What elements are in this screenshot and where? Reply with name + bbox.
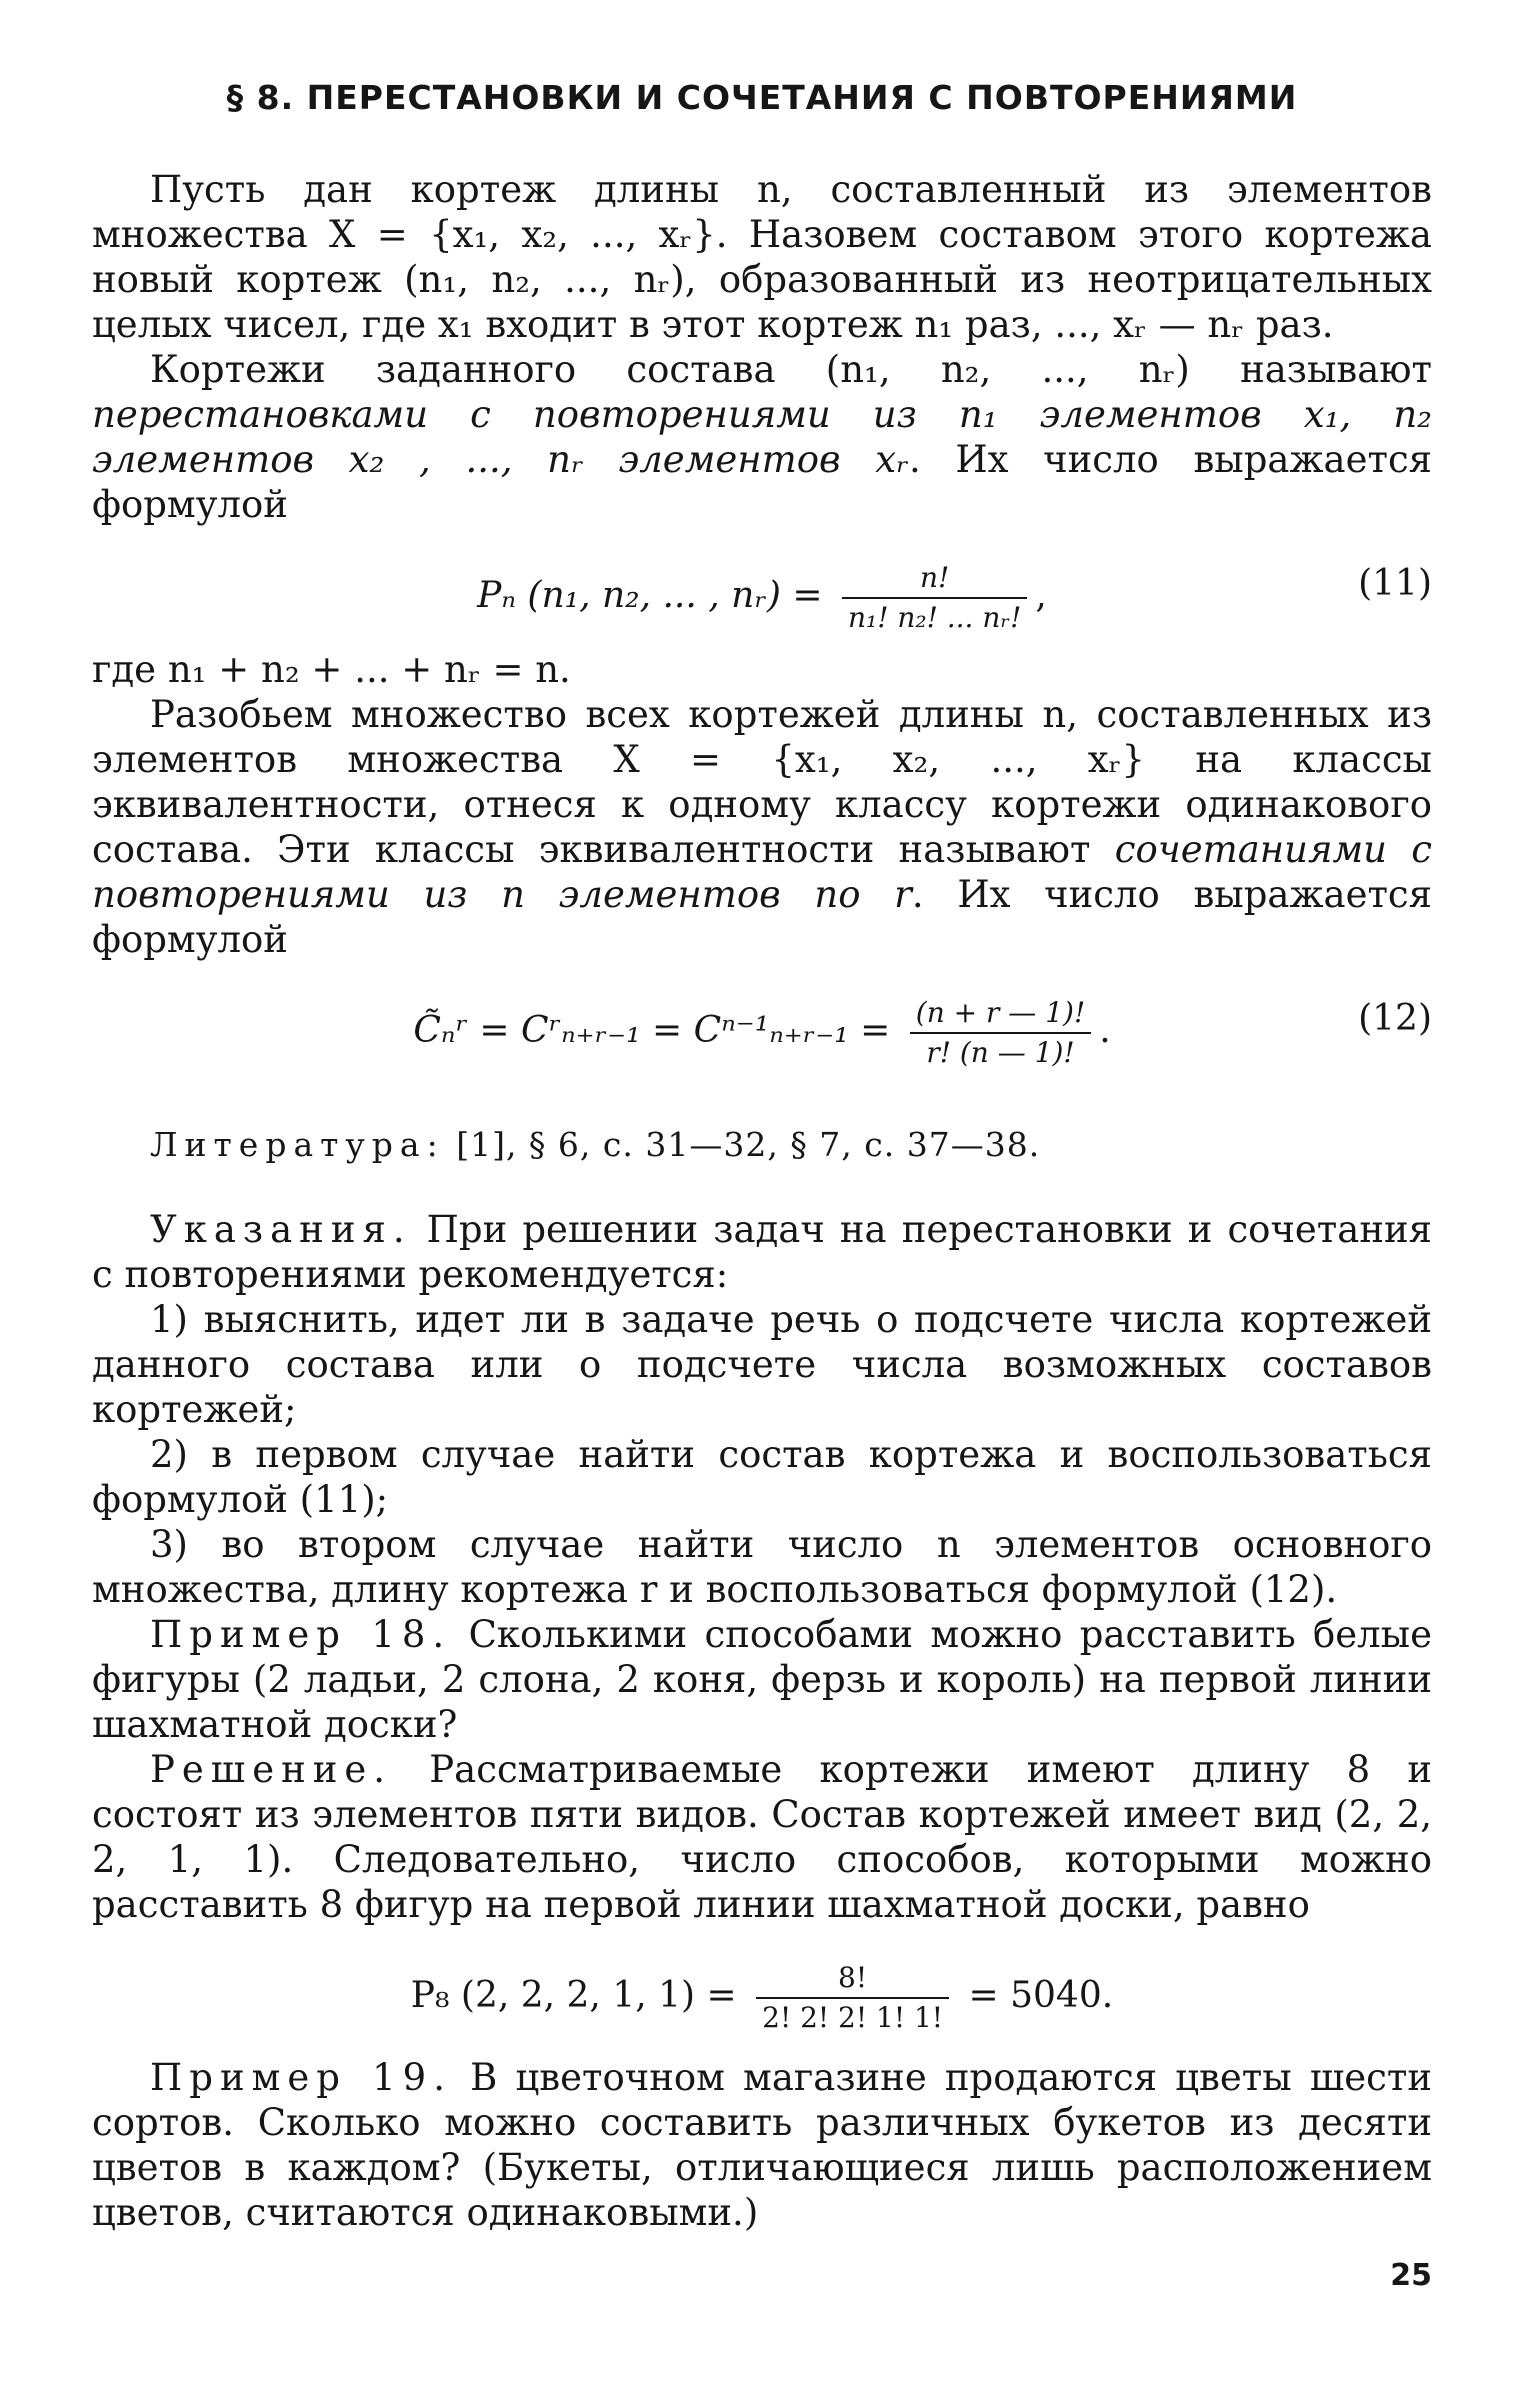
text-segment: Кортежи заданного состава (n₁, n₂, ..., nᵣ) называют	[150, 348, 1432, 391]
literature-label: Литература:	[150, 1125, 445, 1164]
italic-term: перестановками с повторениями из n₁ элементов x₁, n₂ элементов x₂ , ..., nᵣ элементов xᵣ	[92, 393, 1432, 481]
solution-label: Решение.	[150, 1748, 393, 1791]
fraction-denominator: n₁! n₂! ... nᵣ!	[847, 601, 1022, 634]
page-content	[92, 78, 1432, 2235]
formula-number: (12)	[1358, 998, 1432, 1039]
text-segment: Разобьем множество всех кортежей длины n, составленных из элементов множества X = {x₁, x₂, ..., xᵣ} на классы эквивалентности, отнеся к одному классу кортежи одинакового состава. Эти классы эквивалентности называют	[92, 693, 1432, 871]
example-text: Сколькими способами можно расставить белые фигуры (2 ладьи, 2 слона, 2 коня, ферзь и король) на первой линии шахматной доски?	[92, 1613, 1432, 1746]
paragraph-where: где n₁ + n₂ + ... + nᵣ = n.	[92, 648, 571, 691]
formula-example-expression	[92, 1959, 1432, 2037]
section-title: § 8. ПЕРЕСТАНОВКИ И СОЧЕТАНИЯ С ПОВТОРЕНИЯМИ	[226, 78, 1298, 117]
formula-lhs: C̃ₙʳ = Cʳₙ₊ᵣ₋₁ = Cⁿ⁻¹ₙ₊ᵣ₋₁ =	[413, 1010, 891, 1051]
formula-fraction	[756, 1959, 949, 2037]
formula-lhs: Pₙ (n₁, n₂, ... , nᵣ) =	[477, 575, 823, 616]
example-label: Пример 19.	[150, 2056, 452, 2099]
fraction-denominator: r! (n — 1)!	[926, 1036, 1075, 1069]
text-segment: . Их число выражается формулой	[92, 438, 1433, 526]
example-label: Пример 18.	[150, 1613, 452, 1656]
fraction-numerator: 8!	[756, 1959, 949, 1999]
formula-example-18	[92, 1941, 1432, 2041]
page-number: 25	[1390, 2258, 1432, 2293]
instructions-label: Указания.	[150, 1208, 412, 1251]
formula-tail: .	[1099, 1010, 1111, 1051]
instructions-text: При решении задач на перестановки и сочетания с повторениями рекомендуется:	[92, 1208, 1432, 1296]
formula-tail: ,	[1035, 575, 1047, 616]
formula-result: = 5040.	[968, 1975, 1114, 2016]
literature-refs: [1], § 6, с. 31—32, § 7, с. 37—38.	[444, 1125, 1041, 1164]
solution	[92, 1747, 1432, 1927]
solution-text: Рассматриваемые кортежи имеют длину 8 и состоят из элементов пяти видов. Состав кортежей имеет вид (2, 2, 2, 1, 1). Следовательно, число способов, которыми можно расставить 8 фигур на первой линии шахматной доски, равно	[92, 1748, 1432, 1926]
fraction-numerator: (n + r — 1)!	[910, 994, 1091, 1034]
text-segment: . Их число выражается формулой	[92, 873, 1432, 961]
instruction-item-3: 3) во втором случае найти число n элементов основного множества, длину кортежа r и воспользоваться формулой (12).	[92, 1523, 1432, 1611]
paragraph-combinations-definition	[92, 692, 1432, 962]
formula-fraction	[910, 994, 1091, 1072]
italic-term: сочетаниями с повторениями из n элементов по r	[92, 828, 1432, 916]
fraction-denominator: 2! 2! 2! 1! 1!	[762, 2001, 944, 2034]
formula-fraction	[842, 559, 1027, 637]
instruction-item-1: 1) выяснить, идет ли в задаче речь о подсчете числа кортежей данного состава или о подсчете числа возможных составов кортежей;	[92, 1298, 1432, 1431]
paragraph-instructions	[92, 1207, 1432, 1297]
literature-reference	[92, 1122, 1432, 1167]
example-19	[92, 2055, 1432, 2235]
paragraph-permutations-definition	[92, 347, 1432, 527]
formula-number: (11)	[1358, 563, 1432, 604]
paragraph-definition-composition: Пусть дан кортеж длины n, составленный из элементов множества X = {x₁, x₂, ..., xᵣ}. Назовем составом этого кортежа новый кортеж (n₁, n₂, ..., nᵣ), образованный из неотрицательных целых чисел, где x₁ входит в этот кортеж n₁ раз, ..., xᵣ — nᵣ раз.	[92, 168, 1432, 346]
formula-lhs: P₈ (2, 2, 2, 1, 1) =	[410, 1975, 737, 2016]
example-text: В цветочном магазине продаются цветы шести сортов. Сколько можно составить различных букетов из десяти цветов в каждом? (Букеты, отличающиеся лишь расположением цветов, считаются одинаковыми.)	[92, 2056, 1432, 2234]
formula-11-expression	[92, 559, 1432, 637]
formula-11	[92, 541, 1432, 641]
formula-12	[92, 976, 1432, 1076]
instruction-item-2: 2) в первом случае найти состав кортежа и воспользоваться формулой (11);	[92, 1433, 1432, 1521]
example-18	[92, 1612, 1432, 1747]
formula-12-expression	[92, 994, 1432, 1072]
fraction-numerator: n!	[842, 559, 1027, 599]
